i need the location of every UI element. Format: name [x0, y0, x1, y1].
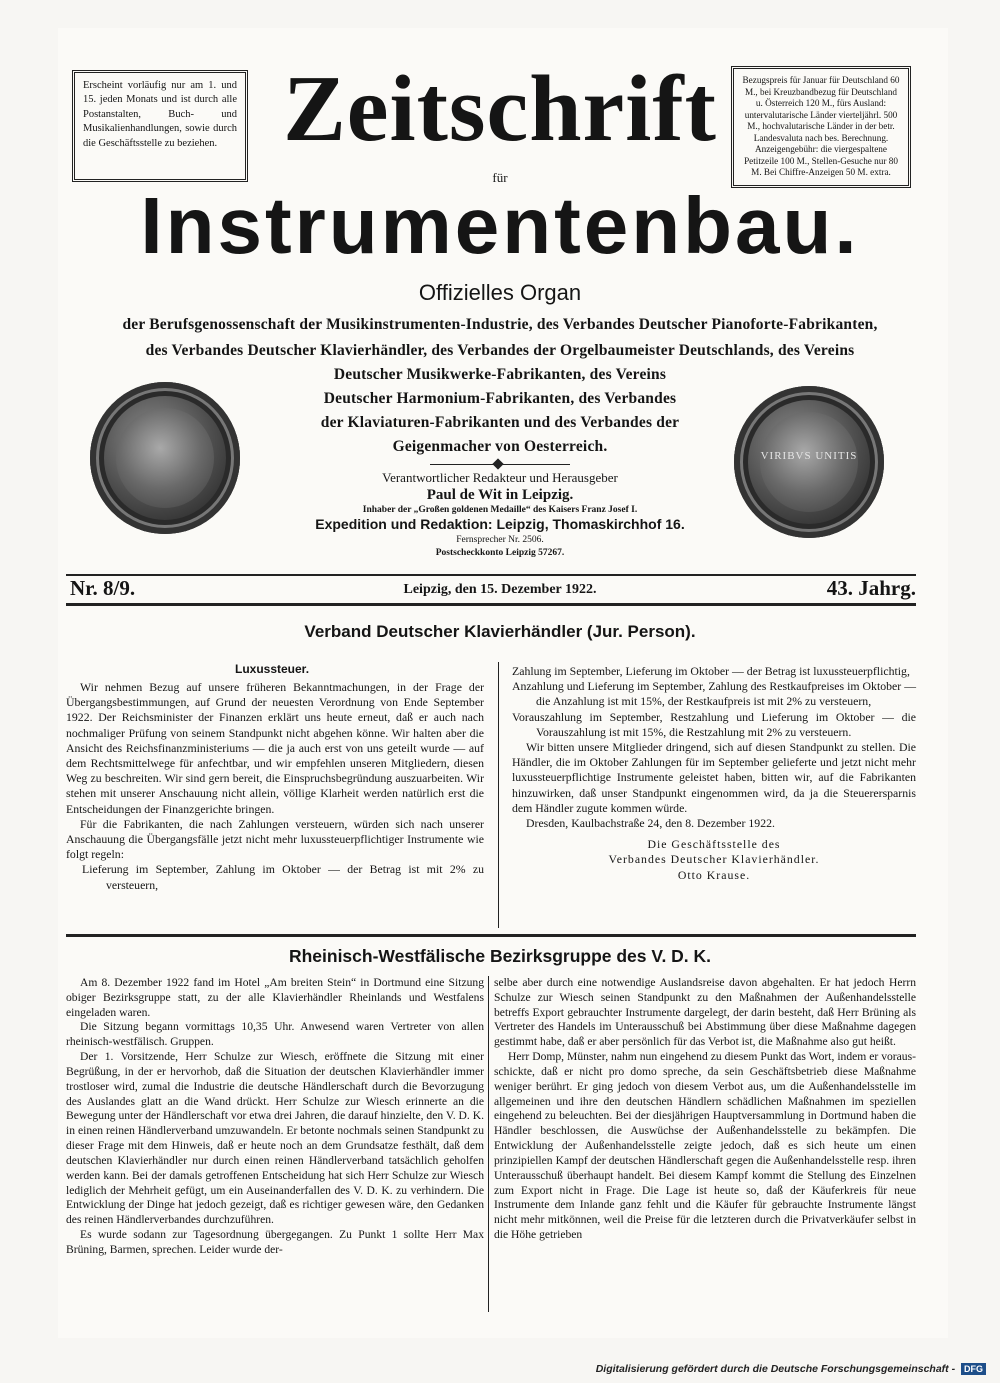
organ-line-1: der Berufsgenossenschaft der Musikinstrumenten-Industrie, des Verbandes Deutscher Pianoforte-Fabrikanten, — [122, 316, 878, 333]
article2-left-column — [66, 976, 484, 1258]
article1-paragraph-5: Anzahlung und Lieferung im September, Zahlung des Restkaufpreises im Oktober — die Anzahlung ist mit 15%, der Restkaufpreis ist mit 2% zu versteuern, — [512, 679, 916, 709]
dfg-logo: DFG — [961, 1363, 986, 1375]
article2-paragraph-2: Die Sitzung begann vormittags 10,35 Uhr. Anwesend waren Vertreter von allen rheinisch-westfälisch. Gruppen. — [66, 1020, 484, 1049]
article1-paragraph-6: Vorauszahlung im September, Restzahlung und Lieferung im Oktober — die Vorauszahlung ist mit 15%, die Restzahlung mit 2% zu versteuern. — [512, 709, 916, 739]
organ-heading: Offizielles Organ — [418, 280, 582, 305]
editor-medal-note: Inhaber der „Großen goldenen Medaille“ des Kaisers Franz Josef I. — [362, 505, 638, 515]
editor-intro: Verantwortlicher Redakteur und Herausgeber — [382, 470, 618, 485]
article2-column-divider — [488, 976, 489, 1312]
article1-right-column — [512, 664, 916, 883]
organ-line-6: Geigenmacher von Oesterreich. — [392, 438, 608, 455]
article1-place-date: Dresden, Kaulbachstraße 24, den 8. Dezember 1922. — [526, 816, 775, 831]
issue-rule-bottom — [66, 603, 916, 606]
article1-paragraph-2: Für die Fabrikanten, die nach Zahlungen versteuern, würden sich nach unserer Anschauung die Übergangsfälle jetzt nicht mehr luxussteuerpflichtiger Instrumente wie folgt regeln: — [66, 816, 484, 862]
article1-column-divider — [498, 662, 499, 928]
footer-text: Digitalisierung gefördert durch die Deutsche Forschungsgemeinschaft - — [595, 1363, 956, 1375]
issue-year: 43. Jahrg. — [826, 576, 916, 600]
organ-line-3: Deutscher Musikwerke-Fabrikanten, des Vereins — [333, 366, 667, 383]
issue-rule-top — [66, 574, 916, 576]
article2-paragraph-4: Es wurde sodann zur Tagesordnung übergegangen. Zu Punkt 1 sollte Herr Max Brüning, Barmen, sprechen. Leider wurde der- — [66, 1228, 484, 1256]
article2-paragraph-3: Der 1. Vorsitzende, Herr Schulze zur Wiesch, eröffnete die Sitzung mit einer Begrüßung, in der er hervorhob, daß die Situation der deutschen Klavierhändler immer trostloser wird, zumal die Industrie die deutsche Händlerschaft durch die Bevorzugung des Auslandes glatt an die Wand drückt. Herr Schulze zur Wiesch erinnerte an die Bewegung unter der Händlerschaft vor etwa drei Jahren, die darauf hinzielte, den V. D. K. in einen reinen Händlerverband umzuwandeln. Er betonte nochmals seinen Standpunkt zu dieser Frage mit dem Hinweis, daß er heute noch an dem Grundsatze festhält, daß dem deutschen Klavierhändler nur durch einen reinen Händlerverband tatsächlich geholfen werden kann. Bei der damals getroffenen Entscheidung hat sich Herr Schulze zur Wiesch lediglich der Mehrheit gefügt, um ein Auseinanderfallen des V. D. K. zu verhindern. Die Entwicklung der Dinge hat jedoch gezeigt, daß es richtiger gewesen wäre, den Gedanken des reinen Händlerverbandes durchzuführen. — [66, 1050, 484, 1227]
organ-line-2: des Verbandes Deutscher Klavierhändler, des Verbandes der Orgelbaumeister Deutschlands, des Vereins — [145, 342, 855, 359]
article1-paragraph-7: Wir bitten unsere Mitglieder dringend, sich auf diesen Standpunkt zu stellen. Die Händler, die im Oktober Zahlungen für im September gelieferte und jetzt nicht mehr luxussteuerpflichtige Instrumente geleistet haben, bitten wir, auf die Fabrikanten hinzuwirken, daß unser Standpunkt eingenommen wird, da ja die Steuerersparnis dem Händler zugute kommen würde. — [512, 740, 916, 815]
section-separator — [66, 934, 916, 937]
organ-line-4: Deutscher Harmonium-Fabrikanten, des Verbandes — [323, 390, 677, 407]
article1-signature-3: Otto Krause. — [677, 867, 751, 882]
phone-number: Fernsprecher Nr. 2506. — [456, 535, 544, 545]
article1-title: Verband Deutscher Klavierhändler (Jur. Person). — [304, 622, 696, 641]
article2-paragraph-1: Am 8. Dezember 1922 fand im Hotel „Am breiten Stein“ in Dortmund eine Sitzung obiger Bezirksgruppe statt, zu der alle Klavierhändler Rheinlands und Westfalens eingeladen waren. — [66, 976, 484, 1019]
article1-left-column — [66, 680, 484, 893]
expedition-address: Expedition und Redaktion: Leipzig, Thomaskirchhof 16. — [315, 516, 685, 532]
article1-signature-2: Verbandes Deutscher Klavierhändler. — [608, 852, 820, 867]
postscheck-account: Postscheckkonto Leipzig 57267. — [435, 548, 565, 558]
digitization-footer — [596, 1363, 986, 1375]
editor-name: Paul de Wit in Leipzig. — [426, 487, 574, 503]
article2-title: Rheinisch-Westfälische Bezirksgruppe des V. D. K. — [288, 946, 712, 966]
article2-paragraph-6: Herr Domp, Münster, nahm nun eingehend zu diesem Punkt das Wort, indem er vorausschickte, daß er nicht pro domo spreche, da sein Geschäftsbetrieb diese Maßnahme weniger berührt. Er ging jedoch von diesem Verbot aus, um die Außenhandelsstelle im allgemeinen und ihre den deutschen Händlern schädlichen Maßnahmen im speziellen eingehend zu beleuchten. Bei der diesjährigen Hauptversammlung in Dortmund haben die Händler beschlossen, die Auswüchse der Außenhandelsstelle zu bekämpfen. Die Entwicklung der Außenhandelsstelle zeigte jedoch, daß es sich heute um einen prinzipiellen Kampf der deutschen Händlerschaft gegen die Außenhandelsstelle resp. ihren Unterausschuß überhaupt handelt. Bei diesem Kampf kommt die Stellung des Einzelnen zum Export nicht in Frage. Die Lage ist heute so, daß der Käuferkreis für neue Instrumente dem Inlande ganz fehlt und die Käufer für gebrauchte Instrumente längst nicht mehr mitkönnen, weil die Preise für die letzteren durch die Privatverkäufer selbst in die Höhe getrieben — [494, 1050, 916, 1242]
medal-right-inscription: VIRIBVS UNITIS — [760, 450, 858, 462]
article2-right-column — [494, 976, 916, 1243]
article1-paragraph-4: Zahlung im September, Lieferung im Oktober — der Betrag ist luxussteuerpflichtig, — [512, 664, 910, 678]
article2-paragraph-5: selbe aber durch eine notwendige Auslandsreise davon abgehalten. Er hat jedoch Herrn Schulze zur Wiesch seinen Standpunkt zu den Maßnahmen der Außenhandelsstelle betreffs Export gebrauchter Instrumente dargelegt, der darin besteht, daß Herr Brüning als Vertreter des Handels im Unterausschuß bei Abstimmung über diese Maßnahme dagegen gestimmt habe, daß er aber persönlich für das Verbot ist, die Maßnahme also gut heißt. — [494, 976, 916, 1049]
article1-subtitle: Luxussteuer. — [235, 662, 310, 676]
article1-paragraph-3: Lieferung im September, Zahlung im Oktober — der Betrag ist mit 2% zu versteuern, — [82, 862, 484, 892]
title-zeitschrift: Zeitschrift — [283, 57, 717, 161]
organ-line-5: der Klaviaturen-Fabrikanten und des Verbandes der — [320, 414, 680, 431]
title-fuer: für — [492, 170, 508, 185]
price-info-text: Bezugspreis für Januar für Deutschland 60 M., bei Kreuzbandbezug für Deutschland u. Österreich 120 M., fürs Ausland: untervalutarische Länder vierteljährl. 500 M., hochvalutarische Länder in der betr. Landesvaluta nach bes. Berechnung. Anzeigengebühr: die viergespaltene Petitzeile 100 M., Stellen-Gesuche nur 80 M. Bei Chiffre-Anzeigen 50 M. extra. — [742, 75, 900, 177]
article1-paragraph-1: Wir nehmen Bezug auf unsere früheren Bekanntmachungen, in der Frage der Übergangsbestimmungen, auf Grund der neuesten Verordnung von Ende September 1922. Der Reichsminister der Finanzen erklärt uns heute erneut, daß er auch nach nochmaliger Prüfung von seinem Standpunkt nicht abgehen könne. Wir halten aber die Ansicht des Reichsfinanzministeriums — die ja auch erst von uns geteilt wurde — auf dem Rechtsmittelwege für anfechtbar, und wir empfehlen unseren Mitgliedern, diesen Weg zu beschreiten. Wir sind gern bereit, die Einspruchsbegründung auszuarbeiten. Wir stehen mit unserer Anschauung nicht allein, völlige Klarheit werden natürlich erst die Entscheidungen der Finanzgerichte bringen. — [66, 680, 484, 816]
subscription-info-text: Erscheint vorläufig nur am 1. und 15. jeden Monats und ist durch alle Postanstalten, Buch- und Musikalienhandlungen, sowie durch die Geschäftsstelle zu beziehen. — [83, 80, 237, 149]
issue-number: Nr. 8/9. — [70, 576, 136, 600]
title-instrumentenbau: Instrumentenbau. — [140, 181, 860, 270]
article1-signature-1: Die Geschäftsstelle des — [647, 837, 781, 852]
issue-dateline: Leipzig, den 15. Dezember 1922. — [403, 582, 597, 597]
